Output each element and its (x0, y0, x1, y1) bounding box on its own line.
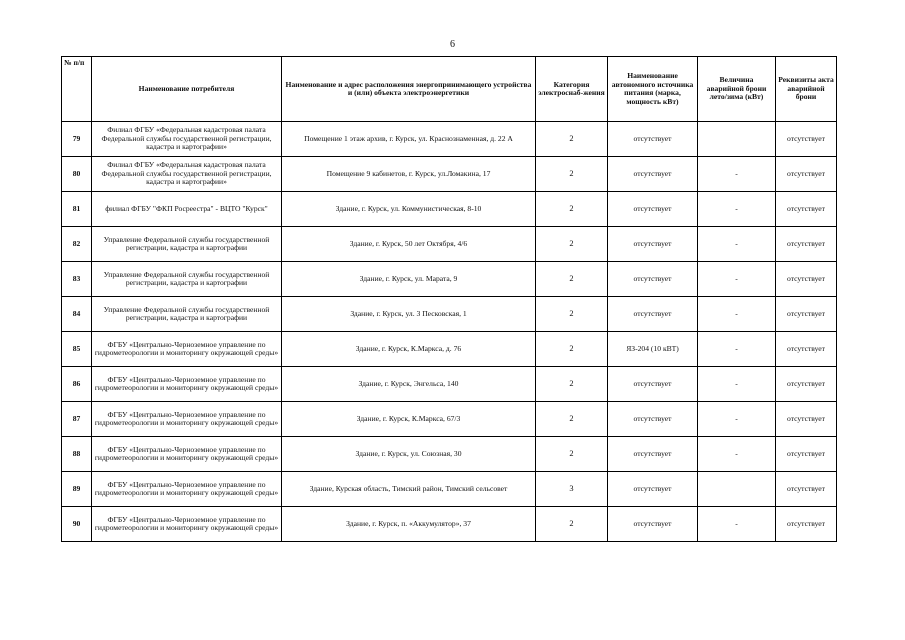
cell-consumer: филиал ФГБУ "ФКП Росреестра" - ВЦТО "Курск" (92, 192, 282, 227)
cell-address: Здание, г. Курск, ул. Марата, 9 (282, 262, 536, 297)
cell-number: 80 (62, 157, 92, 192)
cell-act-details: отсутствует (776, 192, 837, 227)
table-row (62, 262, 837, 297)
page-number: 6 (450, 39, 455, 50)
cell-consumer: Управление Федеральной службы государственной регистрации, кадастра и картографии (92, 297, 282, 332)
table-header-row (62, 57, 837, 122)
cell-act-details: отсутствует (776, 122, 837, 157)
cell-address: Здание, г. Курск, К.Маркса, 67/3 (282, 402, 536, 437)
cell-power-source: отсутствует (608, 122, 698, 157)
cell-power-source: отсутствует (608, 402, 698, 437)
cell-consumer: ФГБУ «Центрально-Черноземное управление по гидрометеорологии и мониторингу окружающей среды» (92, 402, 282, 437)
cell-category: 2 (536, 402, 608, 437)
cell-address: Здание, г. Курск, ул. 3 Песковская, 1 (282, 297, 536, 332)
table-row (62, 157, 837, 192)
cell-act-details: отсутствует (776, 402, 837, 437)
cell-act-details: отсутствует (776, 157, 837, 192)
cell-power-source: ЯЗ-204 (10 кВТ) (608, 332, 698, 367)
header-consumer: Наименование потребителя (92, 57, 282, 122)
cell-address: Здание, г. Курск, ул. Союзная, 30 (282, 437, 536, 472)
cell-emergency-reserve: - (698, 437, 776, 472)
cell-number: 83 (62, 262, 92, 297)
cell-act-details: отсутствует (776, 297, 837, 332)
cell-consumer: ФГБУ «Центрально-Черноземное управление по гидрометеорологии и мониторингу окружающей среды» (92, 332, 282, 367)
cell-category: 3 (536, 472, 608, 507)
header-number: № п/п (62, 57, 92, 122)
cell-emergency-reserve: - (698, 192, 776, 227)
cell-number: 79 (62, 122, 92, 157)
header-category: Категория электроснаб-жения (536, 57, 608, 122)
cell-category: 2 (536, 192, 608, 227)
cell-number: 82 (62, 227, 92, 262)
header-address: Наименование и адрес расположения энергопринимающего устройства и (или) объекта электроэнергетики (282, 57, 536, 122)
cell-address: Здание, г. Курск, Энгельса, 140 (282, 367, 536, 402)
cell-address: Здание, г. Курск, п. «Аккумулятор», 37 (282, 507, 536, 542)
cell-number: 86 (62, 367, 92, 402)
cell-category: 2 (536, 122, 608, 157)
cell-power-source: отсутствует (608, 297, 698, 332)
cell-emergency-reserve: - (698, 227, 776, 262)
cell-emergency-reserve: - (698, 157, 776, 192)
cell-power-source: отсутствует (608, 472, 698, 507)
cell-category: 2 (536, 227, 608, 262)
cell-number: 85 (62, 332, 92, 367)
cell-consumer: ФГБУ «Центрально-Черноземное управление по гидрометеорологии и мониторингу окружающей среды» (92, 472, 282, 507)
consumers-table (61, 56, 837, 542)
cell-consumer: ФГБУ «Центрально-Черноземное управление по гидрометеорологии и мониторингу окружающей среды» (92, 367, 282, 402)
cell-address: Помещение 9 кабинетов, г. Курск, ул.Ломакина, 17 (282, 157, 536, 192)
table-row (62, 402, 837, 437)
cell-act-details: отсутствует (776, 262, 837, 297)
cell-number: 87 (62, 402, 92, 437)
table-row (62, 367, 837, 402)
table-row (62, 227, 837, 262)
cell-category: 2 (536, 507, 608, 542)
table-row (62, 437, 837, 472)
table-row (62, 332, 837, 367)
cell-category: 2 (536, 297, 608, 332)
cell-act-details: отсутствует (776, 332, 837, 367)
table-row (62, 122, 837, 157)
cell-power-source: отсутствует (608, 507, 698, 542)
cell-emergency-reserve: - (698, 367, 776, 402)
cell-number: 89 (62, 472, 92, 507)
cell-power-source: отсутствует (608, 192, 698, 227)
cell-emergency-reserve (698, 122, 776, 157)
header-act-details: Реквизиты акта аварийной брони (776, 57, 837, 122)
cell-address: Здание, г. Курск, ул. Коммунистическая, 8-10 (282, 192, 536, 227)
cell-address: Помещение 1 этаж архив, г. Курск, ул. Краснознаменная, д. 22 А (282, 122, 536, 157)
cell-consumer: ФГБУ «Центрально-Черноземное управление по гидрометеорологии и мониторингу окружающей среды» (92, 437, 282, 472)
cell-act-details: отсутствует (776, 507, 837, 542)
cell-category: 2 (536, 332, 608, 367)
cell-emergency-reserve: - (698, 507, 776, 542)
table-row (62, 192, 837, 227)
cell-act-details: отсутствует (776, 437, 837, 472)
cell-emergency-reserve: - (698, 332, 776, 367)
cell-number: 90 (62, 507, 92, 542)
cell-emergency-reserve: - (698, 297, 776, 332)
cell-address: Здание, г. Курск, 50 лет Октября, 4/6 (282, 227, 536, 262)
cell-address: Здание, Курская область, Тимский район, Тимский сельсовет (282, 472, 536, 507)
cell-power-source: отсутствует (608, 437, 698, 472)
cell-category: 2 (536, 437, 608, 472)
cell-category: 2 (536, 157, 608, 192)
cell-consumer: ФГБУ «Центрально-Черноземное управление по гидрометеорологии и мониторингу окружающей среды» (92, 507, 282, 542)
cell-act-details: отсутствует (776, 227, 837, 262)
cell-emergency-reserve: - (698, 402, 776, 437)
header-power-source: Наименование автономного источника питания (марка, мощность кВт) (608, 57, 698, 122)
cell-consumer: Управление Федеральной службы государственной регистрации, кадастра и картографии (92, 227, 282, 262)
cell-number: 88 (62, 437, 92, 472)
cell-category: 2 (536, 367, 608, 402)
cell-number: 84 (62, 297, 92, 332)
cell-power-source: отсутствует (608, 367, 698, 402)
table-row (62, 507, 837, 542)
cell-act-details: отсутствует (776, 367, 837, 402)
cell-power-source: отсутствует (608, 227, 698, 262)
cell-emergency-reserve (698, 472, 776, 507)
cell-number: 81 (62, 192, 92, 227)
cell-power-source: отсутствует (608, 262, 698, 297)
cell-address: Здание, г. Курск, К.Маркса, д. 76 (282, 332, 536, 367)
table-row (62, 297, 837, 332)
table-row (62, 472, 837, 507)
cell-emergency-reserve: - (698, 262, 776, 297)
cell-category: 2 (536, 262, 608, 297)
cell-power-source: отсутствует (608, 157, 698, 192)
cell-consumer: Филиал ФГБУ «Федеральная кадастровая палата Федеральной службы государственной регистрации, кадастра и картографии» (92, 122, 282, 157)
cell-consumer: Управление Федеральной службы государственной регистрации, кадастра и картографии (92, 262, 282, 297)
header-emergency-reserve: Величина аварийной брони лето/зима (кВт) (698, 57, 776, 122)
cell-consumer: Филиал ФГБУ «Федеральная кадастровая палата Федеральной службы государственной регистрации, кадастра и картографии» (92, 157, 282, 192)
cell-act-details: отсутствует (776, 472, 837, 507)
